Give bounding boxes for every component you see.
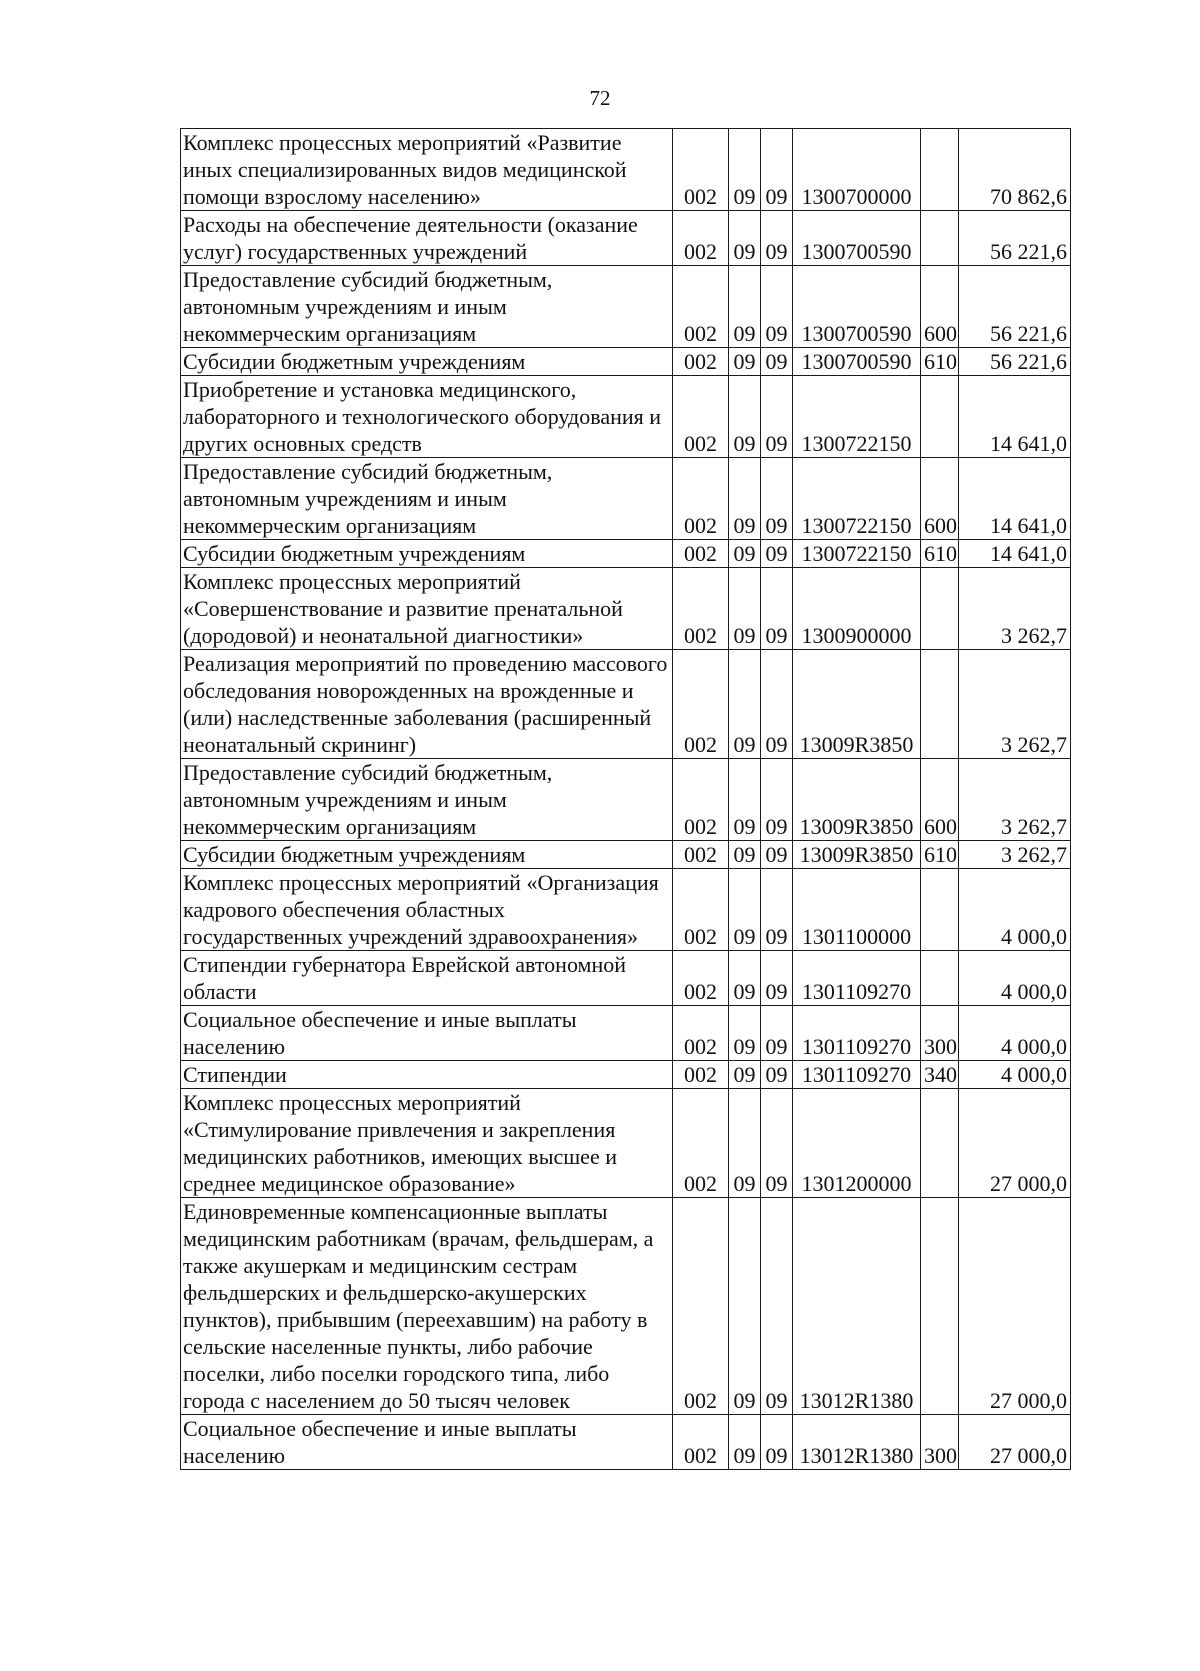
- row-target-article-code: 13009R3850: [793, 650, 921, 759]
- table-row: [181, 376, 1071, 458]
- row-expense-type-code: 600: [921, 458, 959, 540]
- row-name: Предоставление субсидий бюджетным, автономным учреждениям и иным некоммерческим организациям: [181, 759, 673, 841]
- row-ministry-code: 002: [673, 759, 729, 841]
- row-target-article-code: 1300700590: [793, 266, 921, 348]
- row-section-code: 09: [729, 1006, 761, 1061]
- table-row: [181, 1089, 1071, 1198]
- row-name: Реализация мероприятий по проведению массового обследования новорожденных на врожденные и (или) наследственные заболевания (расширенный неонатальный скрининг): [181, 650, 673, 759]
- row-name: Предоставление субсидий бюджетным, автономным учреждениям и иным некоммерческим организациям: [181, 266, 673, 348]
- table-row: [181, 129, 1071, 211]
- row-expense-type-code: 300: [921, 1415, 959, 1470]
- table-row: [181, 211, 1071, 266]
- row-subsection-code: 09: [761, 1061, 793, 1089]
- row-subsection-code: 09: [761, 759, 793, 841]
- table-row: [181, 266, 1071, 348]
- row-ministry-code: 002: [673, 1006, 729, 1061]
- row-subsection-code: 09: [761, 869, 793, 951]
- row-ministry-code: 002: [673, 1198, 729, 1415]
- row-expense-type-code: [921, 129, 959, 211]
- row-amount: 14 641,0: [959, 540, 1071, 568]
- budget-table: [180, 128, 1071, 1470]
- row-target-article-code: 13012R1380: [793, 1415, 921, 1470]
- row-expense-type-code: 300: [921, 1006, 959, 1061]
- row-amount: 56 221,6: [959, 211, 1071, 266]
- row-target-article-code: 1301100000: [793, 869, 921, 951]
- row-amount: 14 641,0: [959, 376, 1071, 458]
- row-ministry-code: 002: [673, 1061, 729, 1089]
- row-name: Предоставление субсидий бюджетным, автономным учреждениям и иным некоммерческим организациям: [181, 458, 673, 540]
- row-ministry-code: 002: [673, 650, 729, 759]
- row-target-article-code: 1300900000: [793, 568, 921, 650]
- row-expense-type-code: 610: [921, 540, 959, 568]
- row-name: Комплекс процессных мероприятий «Организация кадрового обеспечения областных государственных учреждений здравоохранения»: [181, 869, 673, 951]
- row-ministry-code: 002: [673, 348, 729, 376]
- row-target-article-code: 13009R3850: [793, 759, 921, 841]
- row-section-code: 09: [729, 348, 761, 376]
- row-expense-type-code: [921, 1198, 959, 1415]
- row-subsection-code: 09: [761, 650, 793, 759]
- table-row: [181, 458, 1071, 540]
- row-target-article-code: 1301109270: [793, 1061, 921, 1089]
- table-row: [181, 1415, 1071, 1470]
- row-expense-type-code: 610: [921, 841, 959, 869]
- row-amount: 3 262,7: [959, 650, 1071, 759]
- table-row: [181, 650, 1071, 759]
- row-expense-type-code: [921, 376, 959, 458]
- row-section-code: 09: [729, 1061, 761, 1089]
- row-name: Единовременные компенсационные выплаты медицинским работникам (врачам, фельдшерам, а также акушеркам и медицинским сестрам фельдшерских и фельдшерско-акушерских пунктов), прибывшим (переехавшим) на работу в сельские населенные пункты, либо рабочие поселки, либо поселки городского типа, либо города с населением до 50 тысяч человек: [181, 1198, 673, 1415]
- row-target-article-code: 13009R3850: [793, 841, 921, 869]
- row-name: Комплекс процессных мероприятий «Развитие иных специализированных видов медицинской помощи взрослому населению»: [181, 129, 673, 211]
- row-amount: 56 221,6: [959, 266, 1071, 348]
- row-ministry-code: 002: [673, 540, 729, 568]
- row-subsection-code: 09: [761, 1415, 793, 1470]
- row-name: Приобретение и установка медицинского, лабораторного и технологического оборудования и других основных средств: [181, 376, 673, 458]
- row-section-code: 09: [729, 650, 761, 759]
- row-section-code: 09: [729, 869, 761, 951]
- row-name: Субсидии бюджетным учреждениям: [181, 540, 673, 568]
- row-name: Комплекс процессных мероприятий «Стимулирование привлечения и закрепления медицинских работников, имеющих высшее и среднее медицинское образование»: [181, 1089, 673, 1198]
- row-amount: 4 000,0: [959, 1061, 1071, 1089]
- row-expense-type-code: [921, 951, 959, 1006]
- table-row: [181, 841, 1071, 869]
- row-subsection-code: 09: [761, 129, 793, 211]
- row-target-article-code: 1301200000: [793, 1089, 921, 1198]
- row-expense-type-code: 600: [921, 266, 959, 348]
- row-section-code: 09: [729, 266, 761, 348]
- row-section-code: 09: [729, 1198, 761, 1415]
- table-row: [181, 540, 1071, 568]
- row-ministry-code: 002: [673, 129, 729, 211]
- row-name: Стипендии: [181, 1061, 673, 1089]
- row-ministry-code: 002: [673, 568, 729, 650]
- row-ministry-code: 002: [673, 869, 729, 951]
- row-subsection-code: 09: [761, 376, 793, 458]
- row-ministry-code: 002: [673, 211, 729, 266]
- row-section-code: 09: [729, 540, 761, 568]
- row-amount: 56 221,6: [959, 348, 1071, 376]
- row-subsection-code: 09: [761, 841, 793, 869]
- row-section-code: 09: [729, 1415, 761, 1470]
- row-target-article-code: 1300700590: [793, 211, 921, 266]
- table-row: [181, 1061, 1071, 1089]
- row-amount: 27 000,0: [959, 1415, 1071, 1470]
- row-section-code: 09: [729, 376, 761, 458]
- row-expense-type-code: 340: [921, 1061, 959, 1089]
- row-subsection-code: 09: [761, 211, 793, 266]
- row-ministry-code: 002: [673, 266, 729, 348]
- row-target-article-code: 13012R1380: [793, 1198, 921, 1415]
- row-section-code: 09: [729, 458, 761, 540]
- budget-table-body: [181, 129, 1071, 1470]
- table-row: [181, 869, 1071, 951]
- row-target-article-code: 1300722150: [793, 458, 921, 540]
- row-section-code: 09: [729, 129, 761, 211]
- row-subsection-code: 09: [761, 348, 793, 376]
- row-expense-type-code: [921, 869, 959, 951]
- row-expense-type-code: 600: [921, 759, 959, 841]
- row-section-code: 09: [729, 1089, 761, 1198]
- row-amount: 3 262,7: [959, 568, 1071, 650]
- row-subsection-code: 09: [761, 1198, 793, 1415]
- row-subsection-code: 09: [761, 951, 793, 1006]
- table-row: [181, 1198, 1071, 1415]
- row-amount: 4 000,0: [959, 869, 1071, 951]
- row-subsection-code: 09: [761, 568, 793, 650]
- row-section-code: 09: [729, 841, 761, 869]
- row-amount: 4 000,0: [959, 951, 1071, 1006]
- row-ministry-code: 002: [673, 1089, 729, 1198]
- row-amount: 3 262,7: [959, 841, 1071, 869]
- table-row: [181, 759, 1071, 841]
- row-subsection-code: 09: [761, 1006, 793, 1061]
- row-expense-type-code: [921, 211, 959, 266]
- row-ministry-code: 002: [673, 458, 729, 540]
- row-expense-type-code: [921, 568, 959, 650]
- row-name: Социальное обеспечение и иные выплаты населению: [181, 1006, 673, 1061]
- row-subsection-code: 09: [761, 266, 793, 348]
- row-name: Комплекс процессных мероприятий «Совершенствование и развитие пренатальной (дородовой) и неонатальной диагностики»: [181, 568, 673, 650]
- row-section-code: 09: [729, 211, 761, 266]
- row-amount: 27 000,0: [959, 1089, 1071, 1198]
- row-amount: 14 641,0: [959, 458, 1071, 540]
- table-row: [181, 1006, 1071, 1061]
- row-ministry-code: 002: [673, 951, 729, 1006]
- row-subsection-code: 09: [761, 540, 793, 568]
- row-amount: 4 000,0: [959, 1006, 1071, 1061]
- table-row: [181, 568, 1071, 650]
- row-subsection-code: 09: [761, 1089, 793, 1198]
- row-target-article-code: 1301109270: [793, 1006, 921, 1061]
- row-amount: 70 862,6: [959, 129, 1071, 211]
- row-subsection-code: 09: [761, 458, 793, 540]
- row-target-article-code: 1300722150: [793, 376, 921, 458]
- row-name: Расходы на обеспечение деятельности (оказание услуг) государственных учреждений: [181, 211, 673, 266]
- row-section-code: 09: [729, 568, 761, 650]
- row-target-article-code: 1301109270: [793, 951, 921, 1006]
- table-row: [181, 951, 1071, 1006]
- row-section-code: 09: [729, 759, 761, 841]
- page-number: 72: [589, 86, 611, 110]
- row-ministry-code: 002: [673, 1415, 729, 1470]
- row-target-article-code: 1300700590: [793, 348, 921, 376]
- row-ministry-code: 002: [673, 376, 729, 458]
- row-ministry-code: 002: [673, 841, 729, 869]
- row-name: Социальное обеспечение и иные выплаты населению: [181, 1415, 673, 1470]
- row-name: Субсидии бюджетным учреждениям: [181, 841, 673, 869]
- row-amount: 3 262,7: [959, 759, 1071, 841]
- row-target-article-code: 1300700000: [793, 129, 921, 211]
- row-name: Субсидии бюджетным учреждениям: [181, 348, 673, 376]
- row-expense-type-code: 610: [921, 348, 959, 376]
- row-target-article-code: 1300722150: [793, 540, 921, 568]
- row-expense-type-code: [921, 650, 959, 759]
- row-section-code: 09: [729, 951, 761, 1006]
- row-expense-type-code: [921, 1089, 959, 1198]
- table-row: [181, 348, 1071, 376]
- row-amount: 27 000,0: [959, 1198, 1071, 1415]
- row-name: Стипендии губернатора Еврейской автономной области: [181, 951, 673, 1006]
